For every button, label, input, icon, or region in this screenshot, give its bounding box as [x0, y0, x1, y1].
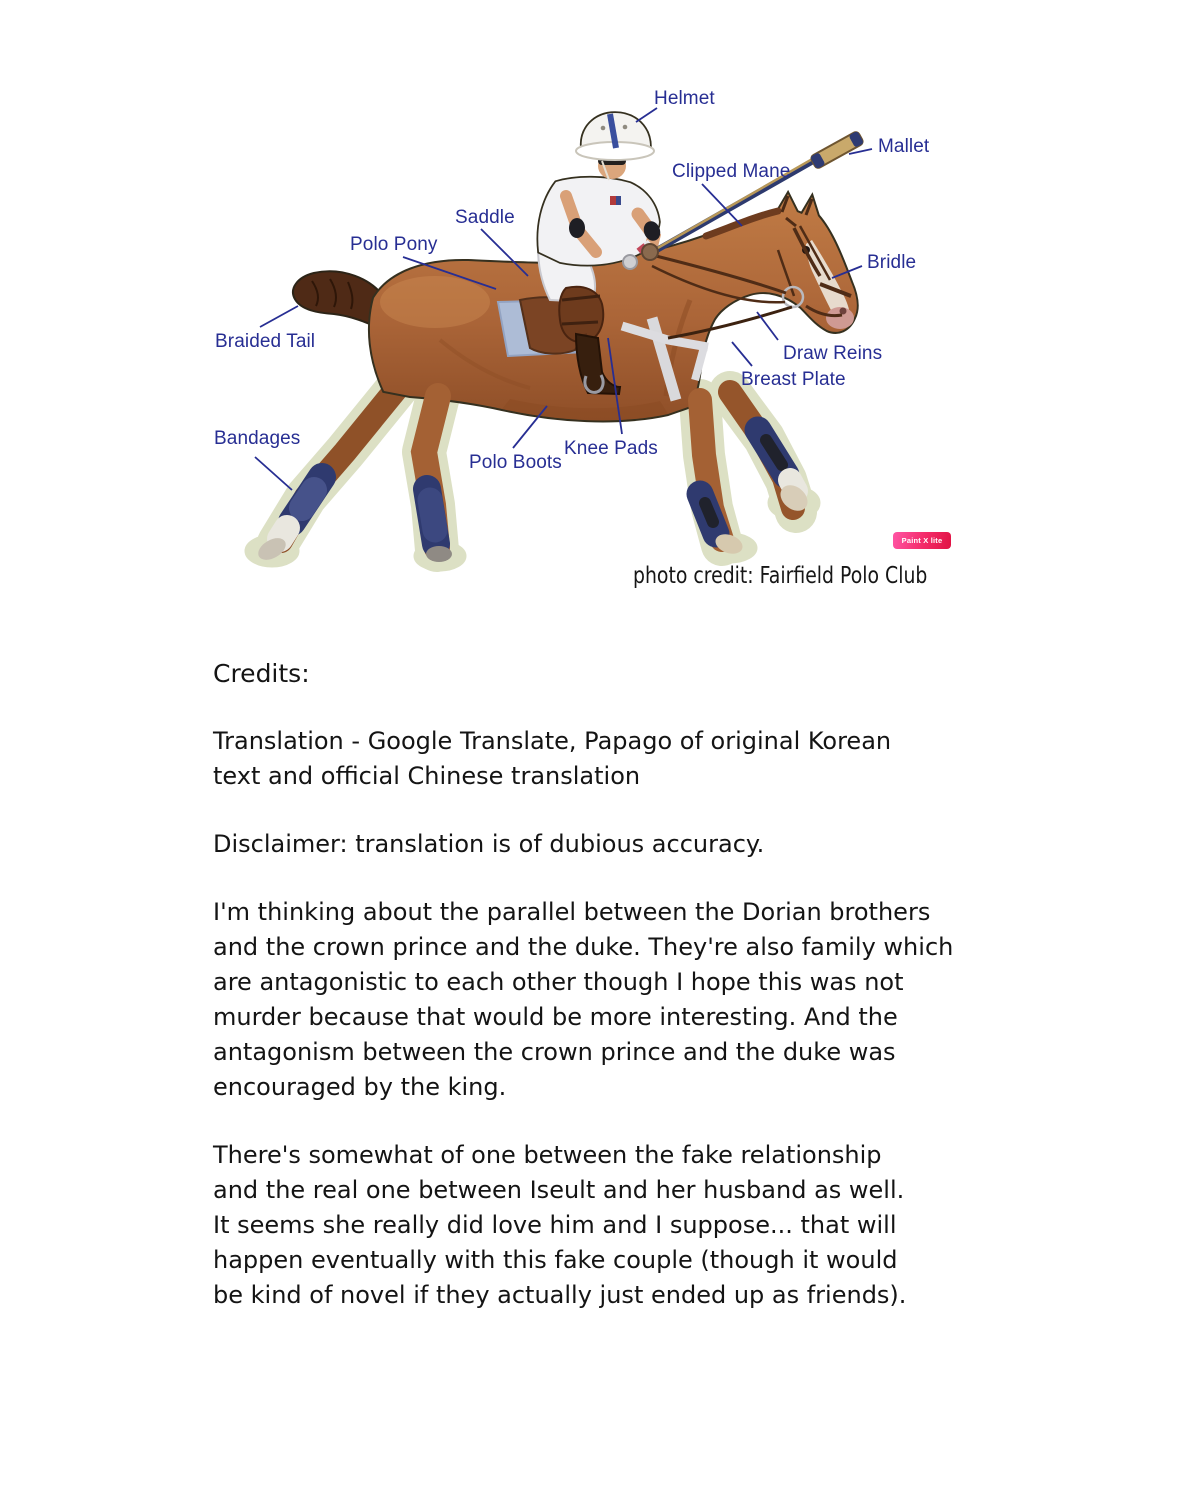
translation-line: text and official Chinese translation [213, 762, 641, 790]
translation-paragraph [213, 724, 1053, 794]
translation-line: Translation - Google Translate, Papago of original Korean [213, 727, 892, 755]
relationship-line: happen eventually with this fake couple (though it would [213, 1246, 898, 1274]
label-polo-boots: Polo Boots [469, 452, 562, 473]
polo-diagram [0, 0, 1200, 640]
label-polo-pony: Polo Pony [350, 234, 438, 255]
shirt-logo [610, 196, 616, 205]
label-breast-plate: Breast Plate [741, 369, 846, 390]
label-helmet: Helmet [654, 88, 715, 109]
label-clipped-mane: Clipped Mane [672, 161, 791, 182]
label-bridle: Bridle [867, 252, 917, 273]
dorian-line: I'm thinking about the parallel between the Dorian brothers [213, 898, 931, 926]
label-mallet: Mallet [878, 136, 930, 157]
label-saddle: Saddle [455, 207, 515, 228]
label-knee-pads: Knee Pads [564, 438, 658, 459]
dorian-line: antagonism between the crown prince and the duke was [213, 1038, 896, 1066]
leader-breast-plate [732, 342, 752, 366]
leader-braided-tail [260, 306, 298, 327]
label-bandages: Bandages [214, 428, 301, 449]
relationship-line: There's somewhat of one between the fake relationship [213, 1141, 882, 1169]
mallet-head [810, 131, 864, 169]
dorian-line: murder because that would be more interesting. And the [213, 1003, 898, 1031]
elbow-pad-near [569, 218, 585, 238]
helmet-vent [601, 126, 606, 131]
helmet-vent-2 [623, 125, 628, 130]
relationship-line: be kind of novel if they actually just ended up as friends). [213, 1281, 907, 1309]
leader-helmet [636, 108, 657, 122]
dorian-line: are antagonistic to each other though I hope this was not [213, 968, 904, 996]
polo-photo-illustration [0, 0, 1200, 640]
photo-credit: photo credit: Fairfield Polo Club [633, 563, 928, 589]
disclaimer-paragraph [213, 827, 1053, 862]
relationship-paragraph [213, 1138, 1053, 1313]
nostril [840, 308, 847, 315]
dorian-line: and the crown prince and the duke. They're also family which [213, 933, 954, 961]
label-braided-tail: Braided Tail [215, 331, 316, 352]
relationship-line: It seems she really did love him and I suppose... that will [213, 1211, 897, 1239]
credits-heading: Credits: [213, 659, 310, 688]
leader-draw-reins [757, 312, 778, 340]
paint-x-lite-watermark: Paint X lite [893, 532, 951, 549]
disclaimer-line: Disclaimer: translation is of dubious accuracy. [213, 830, 765, 858]
shirt-logo-2 [616, 196, 621, 205]
dorian-line: encouraged by the king. [213, 1073, 507, 1101]
rider-rein-hand [623, 255, 637, 269]
label-draw-reins: Draw Reins [783, 343, 883, 364]
relationship-line: and the real one between Iseult and her husband as well. [213, 1176, 905, 1204]
leader-bandages [255, 457, 292, 490]
rider-glove [642, 244, 658, 260]
dorian-paragraph [213, 895, 1053, 1105]
commentary-text [213, 656, 1053, 1313]
